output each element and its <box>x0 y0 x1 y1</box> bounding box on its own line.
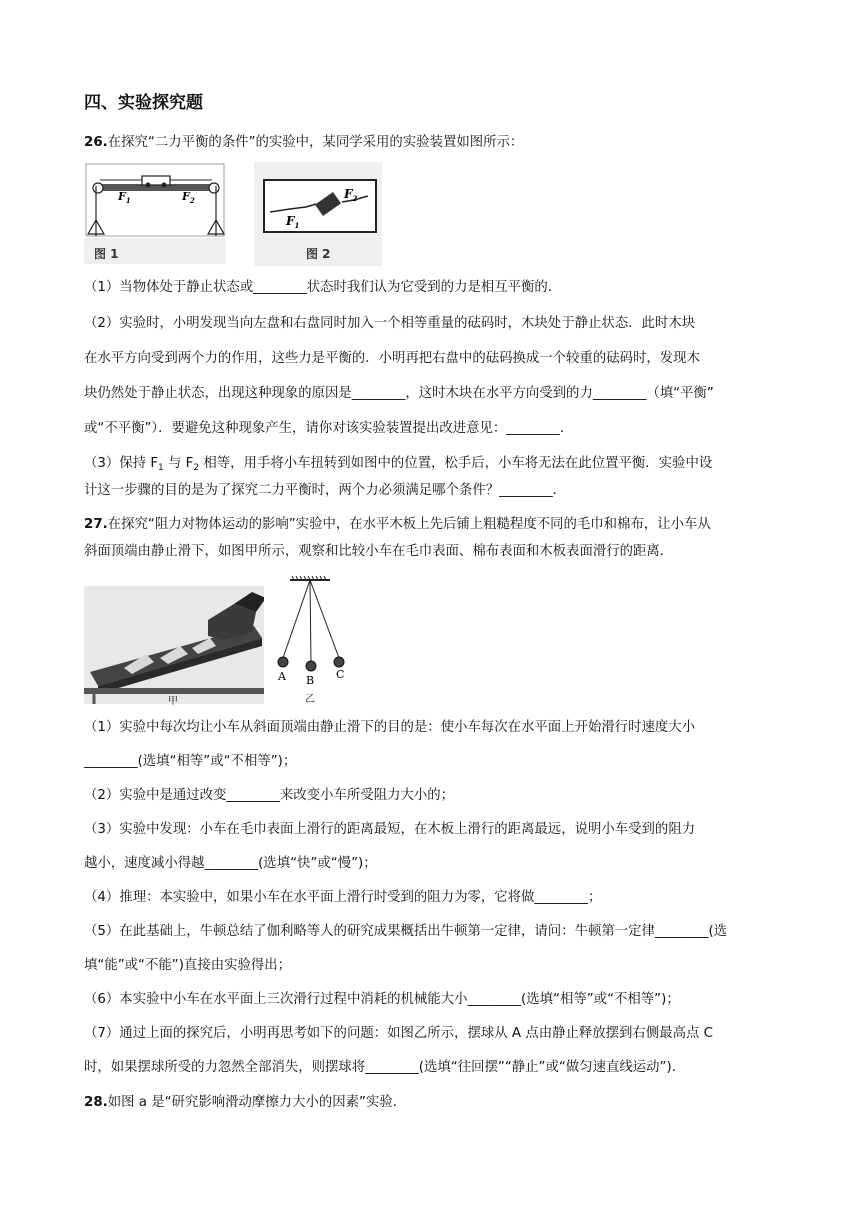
q26-stem <box>84 133 784 153</box>
fig1-f2-label: $F_2$ <box>182 190 195 205</box>
q26-part3-c: 相等，用手将小车扭转到如图中的位置，松手后，小车将无法在此位置平衡．实验中设 <box>199 456 713 471</box>
q27-part5-line1: （5）在此基础上，牛顿总结了伽利略等人的研究成果概括出牛顿第一定律，请问：牛顿第一定律________(选 <box>84 924 728 939</box>
q26-part2-line2: 在水平方向受到两个力的作用，这些力是平衡的．小明再把右盘中的砝码换成一个较重的砝码时，发现木 <box>84 351 700 366</box>
q28-stem <box>84 1093 784 1113</box>
q26-part2-line4: 或“不平衡”）．要避免这种现象产生，请你对该实验装置提出改进意见：________． <box>84 421 574 436</box>
figure-yi-pendulum <box>264 576 354 706</box>
q27-part3-line2: 越小，速度减小得越________(选填“快”或“慢”)； <box>84 856 377 871</box>
q28-number: 28. <box>84 1095 108 1110</box>
q26-part3-line1 <box>84 454 784 478</box>
q26-part3-a: （3）保持 F <box>84 456 159 471</box>
q27-stem-line1 <box>84 515 784 535</box>
q26-number: 26. <box>84 135 108 150</box>
figure-jia-incline <box>84 586 266 706</box>
fig2-caption: 图 2 <box>306 247 331 261</box>
pendulum-label-a: A <box>278 670 286 683</box>
q26-part3-sub1: 1 <box>158 463 164 473</box>
fig-yi-caption: 乙 <box>305 694 315 705</box>
q26-part3-sub2: 2 <box>193 463 200 473</box>
q27-number: 27. <box>84 517 108 532</box>
q26-part1: （1）当物体处于静止状态或________状态时我们认为它受到的力是相互平衡的． <box>84 280 562 295</box>
figure-1-apparatus <box>84 164 226 264</box>
q27-part4: （4）推理：本实验中，如果小车在水平面上滑行时受到的阻力为零，它将做________； <box>84 890 602 905</box>
fig-jia-caption: 甲 <box>168 696 178 706</box>
q26-part2-line1: （2）实验时，小明发现当向左盘和右盘同时加入一个相等重量的砝码时，木块处于静止状态．此时木块 <box>84 316 696 331</box>
q27-figures <box>84 576 354 706</box>
q27-part1-line2: ________(选填“相等”或“不相等”)； <box>84 754 297 769</box>
figure-2-apparatus <box>254 162 382 266</box>
q26-stem-text: 在探究“二力平衡的条件”的实验中，某同学采用的实验装置如图所示： <box>107 135 524 150</box>
q27-part7-line1: （7）通过上面的探究后，小明再思考如下的问题：如图乙所示，摆球从 A 点由静止释放摆到右侧最高点 C <box>84 1026 713 1041</box>
q27-stem-text: 在探究“阻力对物体运动的影响”实验中，在水平木板上先后铺上粗糙程度不同的毛巾和棉布，让小车从 <box>107 517 711 532</box>
fig1-f1-label: $F_1$ <box>118 190 131 205</box>
q27-part1-line1: （1）实验中每次均让小车从斜面顶端由静止滑下的目的是：使小车每次在水平面上开始滑行时速度大小 <box>84 720 696 735</box>
fig2-f2-label: $F_2$ <box>344 187 358 203</box>
pendulum-label-b: B <box>306 674 315 687</box>
section-title: 四、实验探究题 <box>84 93 203 113</box>
q26-figures <box>84 162 384 266</box>
fig1-caption: 图 1 <box>94 247 119 261</box>
q27-stem-line2: 斜面顶端由静止滑下，如图甲所示，观察和比较小车在毛巾表面、棉布表面和木板表面滑行的距离． <box>84 544 674 559</box>
q27-part2: （2）实验中是通过改变________来改变小车所受阻力大小的； <box>84 788 455 803</box>
q27-part6: （6）本实验中小车在水平面上三次滑行过程中消耗的机械能大小________(选填“相等”或“不相等”)； <box>84 992 680 1007</box>
fig2-f1-label: $F_1$ <box>286 214 300 230</box>
q27-part7-line2: 时，如果摆球所受的力忽然全部消失，则摆球将________(选填“往回摆”“静止”或“做匀速直线运动”)． <box>84 1060 686 1075</box>
q27-part3-line1: （3）实验中发现：小车在毛巾表面上滑行的距离最短，在木板上滑行的距离最远，说明小车受到的阻力 <box>84 822 696 837</box>
pendulum-label-c: C <box>336 668 345 681</box>
q26-part3-line2: 计这一步骤的目的是为了探究二力平衡时，两个力必须满足哪个条件？________． <box>84 483 567 498</box>
q27-part5-line2: 填“能”或“不能”)直接由实验得出； <box>84 958 292 973</box>
q26-part3-b: 与 F <box>163 456 194 471</box>
q28-stem-text: 如图 a 是“研究影响滑动摩擦力大小的因素”实验． <box>107 1095 407 1110</box>
q26-part2-line3: 块仍然处于静止状态，出现这种现象的原因是________，这时木块在水平方向受到的力________（填“平衡” <box>84 386 714 401</box>
